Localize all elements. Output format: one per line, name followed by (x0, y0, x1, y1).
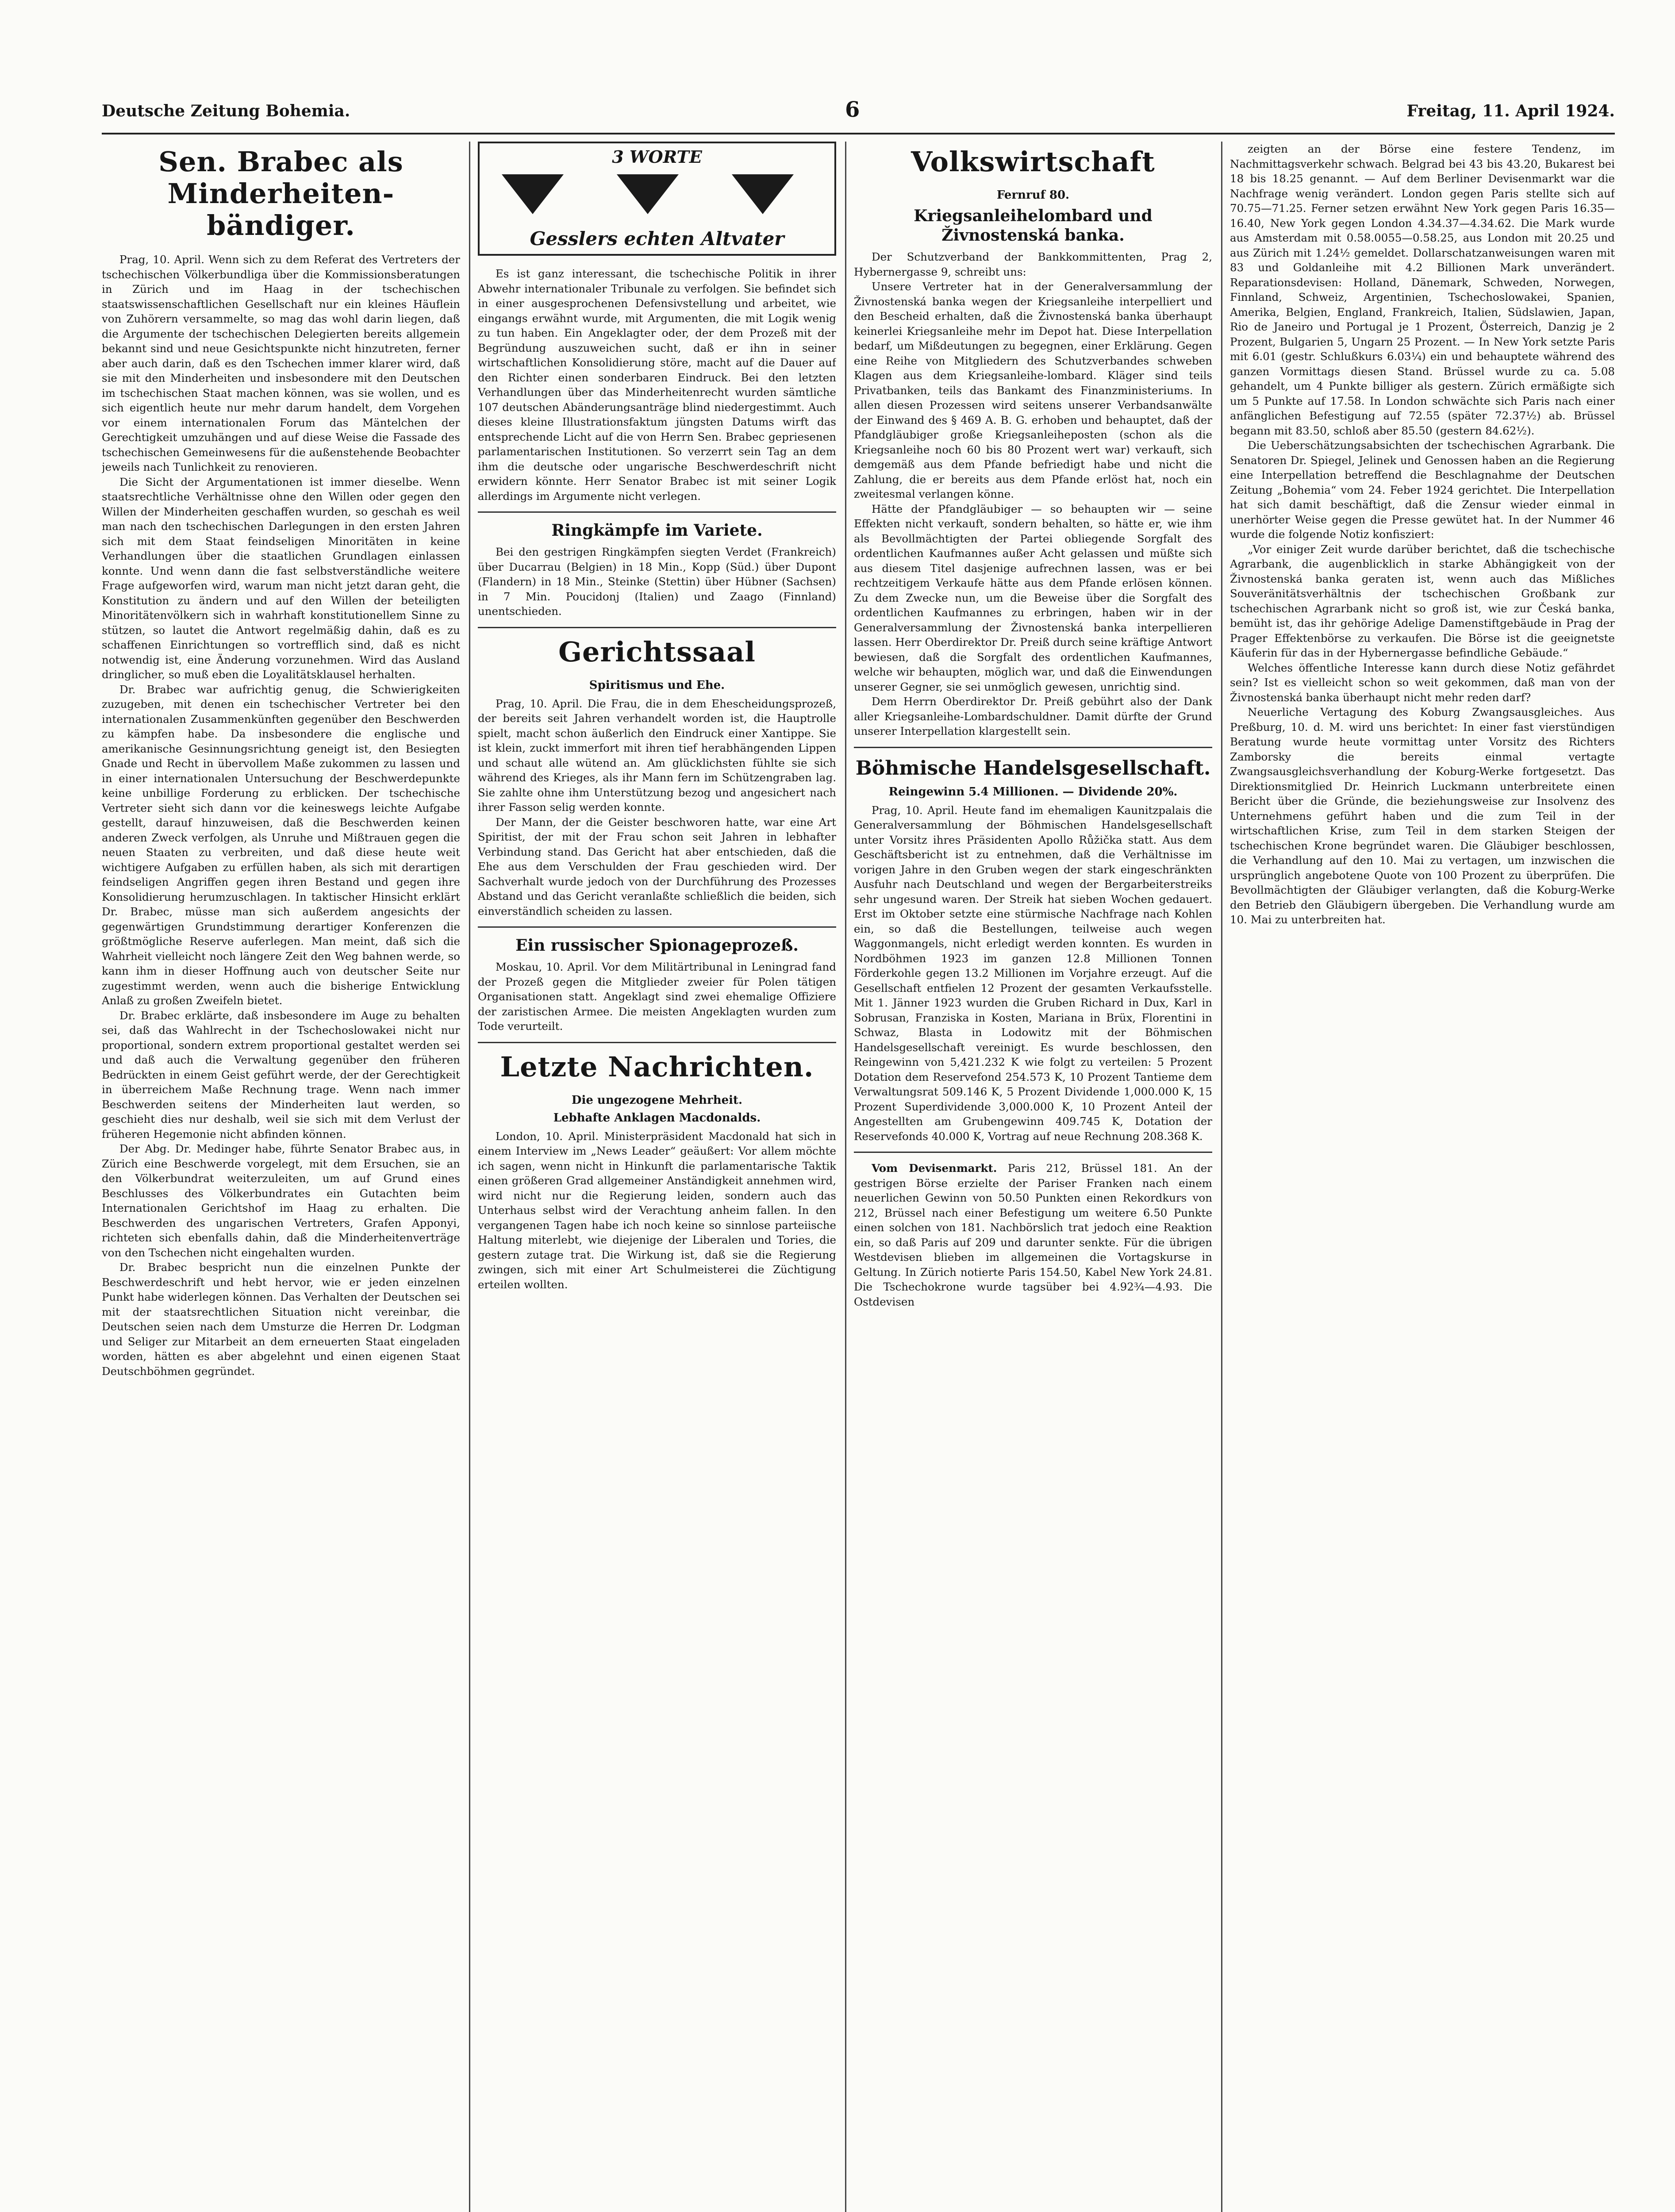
article-paragraph: Welches öffentliche Interesse kann durch diese Notiz gefährdet sein? Ist es vielleicht schon so weit gekommen, daß man von der Živnostenská banka überhaupt nicht mehr reden darf? (1230, 661, 1615, 704)
article-paragraph: Es ist ganz interessant, die tschechische Politik in ihrer Abwehr internationaler Tribunale zu verfolgen. Sie befindet sich in einer ausgesprochenen Defensivstellung und arbeitet, wie eingangs erwähnt wurde, mit Argumenten, die mit Logik wenig zu tun haben. Ein Angeklagter oder, der dem Prozeß mit der Begründung auszuweichen sucht, daß er ihn in seiner wirtschaftlichen Konsolidierung störe, macht auf die Dauer auf den Richter einen sonderbaren Eindruck. Bei den letzten Verhandlungen über das Minderheitenrecht wurden sämtliche 107 deutschen Abänderungsanträge blind niedergestimmt. Auch dieses kleine Illustrationsfaktum jüngsten Datums wirft das entsprechende Licht auf die von Herrn Sen. Brabec gepriesenen parlamentarischen Institutionen. So verzerrt sein Tag an dem ihm die deutsche oder ungarische Beschwerdeschrift nicht erwidern könnte. Herr Senator Brabec ist mit seiner Logik allerdings im Argumente nicht verlegen. (478, 267, 836, 503)
bohm-headline: Böhmische Handelsgesellschaft. (855, 757, 1211, 780)
paper-name: Deutsche Zeitung Bohemia. (102, 102, 350, 120)
triangle-icon (502, 174, 564, 214)
newspaper-page (102, 93, 1615, 2212)
section-rule (478, 511, 836, 513)
ad-slogan: 3 WORTE (612, 147, 702, 167)
article-paragraph: Die Ueberschätzungsabsichten der tschechischen Agrarbank. Die Senatoren Dr. Spiegel, Jelinek und Genossen haben an die Regierung eine Interpellation betreffend die Beschlagnahme der Deutschen Zeitung „Bohemia“ vom 24. Feber 1924 gerichtet. Die Interpellation hat sich damit beschäftigt, daß die Zensur wieder einmal in unerhörter Weise gegen die Presse gewütet hat. In der Nummer 46 wurde die folgende Notiz konfisziert: (1230, 439, 1615, 541)
article-paragraph: Moskau, 10. April. Vor dem Militärtribunal in Leningrad fand der Prozeß gegen die Mitglieder zweier für Polen tätigen Organisationen statt. Angeklagt sind zwei ehemalige Offiziere der zaristischen Armee. Die meisten Angeklagten wurden zum Tode verurteilt. (478, 960, 836, 1033)
article-paragraph: London, 10. April. Ministerpräsident Macdonald hat sich in einem Interview im „News Leader“ geäußert: Vor allem möchte ich sagen, wenn nicht in Hinkunft die parlamentarische Taktik einen größeren Grad allgemeiner Anständigkeit annehmen wird, wird nicht nur die Regierung leiden, sondern auch das Unterhaus selbst wird der Verachtung anheim fallen. In den vergangenen Tagen habe ich noch keine so sinnlose parteiische Haltung miterlebt, wie diejenige der Liberalen und Tories, die gestern zutage trat. Die Wirkung ist, daß sie die Regierung zwingen, sich mit einer Art Schulmeisterei die Züchtigung erteilen wollten. (478, 1129, 836, 1291)
article-paragraph: Bei den gestrigen Ringkämpfen siegten Verdet (Frankreich) über Ducarrau (Belgien) in 18 Min., Kopp (Süd.) über Dupont (Flandern) in 18 Min., Steinke (Stettin) über Hübner (Sachsen) in 7 Min. Poucidonj (Italien) und Zaago (Finnland) unentschieden. (478, 545, 836, 618)
section-rule (854, 747, 1212, 748)
issue-date: Freitag, 11. April 1924. (1406, 102, 1615, 120)
article-paragraph: Die Sicht der Argumentationen ist immer dieselbe. Wenn staatsrechtliche Verhältnisse ohne den Willen oder gegen den Willen der Minderheiten geschaffen wurden, so geschah es weil man nach den tschechischen Darlegungen in den ersten Jahren sich mit dem Staat feindseligen Minoritäten in keine Verhandlungen über die staatlichen Grundlagen einlassen konnte. Und wenn dann die fast selbstverständliche weitere Frage aufgeworfen wird, warum man nicht jetzt daran geht, die Konstitution zu ändern und auf den Willen der beteiligten Minoritätenvölkern sich in wahrhaft konstitutionellem Sinne zu stützen, so lautet die Antwort regelmäßig dahin, daß es zu schaffenen Einrichtungen so vortrefflich sind, daß es nicht notwendig ist, eine Änderung vorzunehmen. Wird das Ausland dringlicher, so muß eben die Loyalitätsklausel herhalten. (102, 475, 460, 681)
article-paragraph (854, 1161, 1212, 1309)
gerichtssaal-subheadline: Spiritismus und Ehe. (589, 678, 725, 692)
section-headline: Volkswirtschaft (911, 146, 1155, 178)
letzte-nachrichten-headline: Letzte Nachrichten. (500, 1050, 814, 1083)
ringkampf-headline: Ringkämpfe im Variete. (551, 521, 763, 540)
ad-brand: Gesslers echten Altvater (530, 228, 784, 250)
ad-triangles (493, 170, 821, 219)
article-headline: Kriegsanleihelombard und Živnostenská banka. (914, 207, 1153, 245)
article-paragraph: Dr. Brabec erklärte, daß insbesondere im Auge zu behalten sei, daß das Wahlrecht in der Tschechoslowakei nicht nur proportional, sondern extrem proportional gestaltet werden sei und daß auch die Verwaltung gegenüber den früheren Bedrückten in einem Geist geführt werde, der der Gerechtigkeit in überreichem Maße Rechnung trage. Wenn nach immer Beschwerden seitens der Minderheiten laut werden, so geschieht dies nur deshalb, weil sie sich mit dem Verlust der früheren Hegemonie nicht abfinden können. (102, 1009, 460, 1141)
article-paragraph: Der Mann, der die Geister beschworen hatte, war eine Art Spiritist, der mit der Frau schon seit Jahren in lebhafter Verbindung stand. Das Gericht hat aber entschieden, daß die Ehe aus dem Verschulden der Frau geschieden wird. Der Sachverhalt wurde jedoch von der Durchführung des Prozesses Abstand und das Gericht veranlaßte schließlich die beiden, sich einverständlich scheiden zu lassen. (478, 815, 836, 918)
bohm-subheadline: Reingewinn 5.4 Millionen. — Dividende 20%. (888, 785, 1178, 799)
section-rule (854, 1152, 1212, 1153)
article-paragraph: „Vor einiger Zeit wurde darüber berichtet, daß die tschechische Agrarbank, die augenblicklich in starke Abhängigkeit von der Živnostenská banka geraten ist, wenn auch das Mißliches Souveränitätsverhältnis der tschechischen Großbank zur tschechischen Agrarbank nicht so groß ist, wie zur Česká banka, bemüht ist, das ihr gehörige Adelige Damenstiftgebäude in Prag der Prager Effektenbörse zu verkaufen. Die Börse ist die geeignetste Käuferin für das in der Hybernergasse befindliche Gebäude.“ (1230, 542, 1615, 659)
section-rule (478, 926, 836, 928)
article-paragraph: Der Schutzverband der Bankkommittenten, Prag 2, Hybernergasse 9, schreibt uns: (854, 250, 1212, 278)
article-paragraph: Neuerliche Vertagung des Koburg Zwangsausgleiches. Aus Preßburg, 10. d. M. wird uns berichtet: In einer fast vierstündigen Beratung wurde heute vormittag unter Vorsitz des Richters Zamborsky die bereits einmal vertagte Zwangsausgleichsverhandlung der Koburg-Werke fortgesetzt. Das Direktionsmitglied Dr. Heinrich Luckmann unterbreitete einen Bericht über die Gründe, die beziehungsweise zur Insolvenz des Unternehmens geführt haben und die zum Teil in der wirtschaftlichen Krise, zum Teil in dem starken Steigen der tschechischen Krone begründet waren. Die Gläubiger beschlossen, die Verhandlung auf den 10. Mai zu vertagen, um inzwischen die ursprünglich angebotene Quote von 100 Prozent zu überprüfen. Die Bevollmächtigten der Gläubiger verlangten, daß die Koburg-Werke den Betrieb den Gläubigern übergeben. Die Verhandlung wurde am 10. Mai zu unterbreiten hat. (1230, 706, 1615, 926)
article-paragraph: Prag, 10. April. Wenn sich zu dem Referat des Vertreters der tschechischen Völkerbundliga über die Kommissionsberatungen in Zürich und im Haag in der tschechischen staatswissenschaftlichen Gesellschaft nur ein kleines Häuflein von Zuhörern versammelte, so mag das wohl darin liegen, daß die Argumente der tschechischen Delegierten bereits allgemein bekannt sind und neue Gesichtspunkte nicht hinzutreten, ferner aber auch darin, daß es den Tschechen immer klarer wird, daß sie mit den Minderheiten und insbesondere mit den Deutschen im tschechischen Staat machen können, was sie wollen, und es sich eigentlich heute nur mehr darum handelt, dem Vorgehen vor einem internationalen Forum das Mäntelchen der Gerechtigkeit umzuhängen und auf diese Weise die Fassade des tschechischen Gemeinwesens für die außenstehende Beobachter jeweils nach Tunlichkeit zu renovieren. (102, 253, 460, 473)
column-divider (1221, 142, 1222, 2212)
column-1 (102, 142, 460, 2212)
article-paragraph: zeigten an der Börse eine festere Tendenz, im Nachmittagsverkehr schwach. Belgrad bei 43 bis 43.20, Bukarest bei 18 bis 18.25 genannt. — Auf dem Berliner Devisenmarkt war die Nachfrage wenig verändert. London gegen Paris stellte sich auf 70.75—71.25. Ferner setzen erwähnt New York gegen Paris 16.35—16.40, New York gegen London 4.34.37—4.34.62. Die Mark wurde aus Amsterdam mit 0.58.0055—0.58.25, aus London mit 20.25 und aus Zürich mit 1.24½ gemeldet. Dollarschatzanweisungen waren mit 83 und Goldanleihe mit 4.2 Billionen Mark unverändert. Reparationsdevisen: Holland, Dänemark, Schweden, Norwegen, Finnland, Schweiz, Argentinien, Tschechoslowakei, Spanien, Amerika, Belgien, England, Frankreich, Italien, Südslawien, Japan, Rio de Janeiro und Portugal je 1 Prozent, Österreich, Danzig je 2 Prozent, Bulgarien 5, Ungarn 25 Prozent. — In New York setzte Paris mit 6.01 (gestr. Schlußkurs 6.03¼) ein und behauptete während des ganzen Vormittags diesen Stand. Brüssel wurde zu ca. 5.08 gehandelt, um 4 Punkte billiger als gestern. Zürich ermäßigte sich um 5 Punkte auf 17.58. In London schwächte sich Paris nach einer anfänglichen Befestigung auf 72.55 (später 72.37½) ab. Brüssel begann mit 83.50, schloß aber 85.50 (gestern 84.62½). (1230, 142, 1615, 437)
article-paragraph: Der Abg. Dr. Medinger habe, führte Senator Brabec aus, in Zürich eine Beschwerde vorgelegt, mit dem Ersuchen, sie an den Völkerbundrat weiterzuleiten, um auf Grund eines Beschlusses des Völkerbundrates ein Gutachten beim Internationalen Gerichtshof im Haag zu erhalten. Die Beschwerden des ungarischen Vertreters, Grafen Apponyi, richteten sich ebenfalls dahin, daß die Minderheitenverträge von den Tschechen nicht eingehalten wurden. (102, 1142, 460, 1259)
article-paragraph: Prag, 10. April. Die Frau, die in dem Ehescheidungsprozeß, der bereits seit Jahren verhandelt worden ist, die Hauptrolle spielt, macht schon äußerlich den Eindruck einer Xantippe. Sie ist klein, zuckt immerfort mit ihren tief herabhängenden Lippen und schaut alle wütend an. Am glücklichsten fühlte sie sich während des Krieges, als ihr Mann fern im Schützengraben lag. Sie zahlte ohne ihm Unterstützung bezog und angesichert nach ihrer Fasson selig werden konnte. (478, 697, 836, 814)
altvater-advertisement (478, 142, 836, 256)
section-rule (478, 1042, 836, 1043)
page-number: 6 (845, 97, 860, 122)
masthead (102, 93, 1615, 133)
triangle-icon (617, 174, 679, 214)
article-paragraph: Hätte der Pfandgläubiger — so behaupten wir — seine Effekten nicht verkauft, sondern behalten, so hätte er, wie ihm als Bevollmächtigten der Partei obliegende Sorgfalt des ordentlichen Kaufmannes außer Acht gelassen und müßte sich aus diesem Titel dasjenige aufrechnen lassen, was er bei rechtzeitigem Verkaufe hätte aus dem Pfande erlösen können. Zu dem Zwecke nun, um die Beweise über die Sorgfalt des ordentlichen Kaufmannes zu erbringen, haben wir in der Generalversammlung der Živnostenská banka interpellieren lassen. Herr Oberdirektor Dr. Preiß durch seine kräftige Antwort bewiesen, daß die Sorgfalt des ordentlichen Kaufmannes, welche wir behaupten, möglich war, und daß die Einwendungen unserer Gegner, sie sei unmöglich gewesen, unrichtig sind. (854, 502, 1212, 693)
section-rule (478, 627, 836, 628)
letzte-subheadline: Die ungezogene Mehrheit. (571, 1093, 743, 1107)
column-divider (469, 142, 470, 2212)
article-paragraph: Dr. Brabec bespricht nun die einzelnen Punkte der Beschwerdeschrift und hebt hervor, wie er jeden einzelnen Punkt habe widerlegen können. Das Verhalten der Deutschen sei mit der staatsrechtlichen Situation nicht vereinbar, die Deutschen seien nach dem Umsturze die Herren Dr. Lodgman und Seliger zur Mitarbeit an dem erneuerten Staat eingeladen worden, hätten es aber abgelehnt und einen eigenen Staat Deutschböhmen gegründet. (102, 1261, 460, 1378)
column-4 (1230, 142, 1615, 2212)
devisen-title: Vom Devisenmarkt. (872, 1162, 997, 1175)
article-paragraph: Dem Herrn Oberdirektor Dr. Preiß gebührt also der Dank aller Kriegsanleihe-Lombardschuldner. Damit dürfte der Grund unserer Interpellation klargestellt sein. (854, 695, 1212, 737)
article-headline: Sen. Brabec als Minderheiten-bändiger. (158, 146, 403, 242)
gerichtssaal-headline: Gerichtssaal (558, 635, 756, 668)
phone-number: Fernruf 80. (996, 188, 1070, 202)
letzte-subheadline-2: Lebhafte Anklagen Macdonalds. (553, 1111, 761, 1125)
column-2 (478, 142, 836, 2212)
spionage-headline: Ein russischer Spionageprozeß. (515, 936, 799, 955)
column-divider (845, 142, 846, 2212)
article-paragraph: Dr. Brabec war aufrichtig genug, die Schwierigkeiten zuzugeben, mit denen ein tschechischer Vertreter bei den internationalen Zusammenkünften gegenüber den Beschwerden zu kämpfen habe. Da insbesondere die englische und amerikanische Gesinnungsrichtung geneigt ist, den Besiegten Gnade und Recht in übervollem Maße zukommen zu lassen und in einer internationalen Untersuchung der Beschwerdepunkte keine unbillige Forderung zu erblicken. Der tschechische Vertreter sieht sich dann vor die keineswegs leichte Aufgabe gestellt, darauf hinzuweisen, daß die Beschwerden keinen anderen Zweck verfolgen, als Unruhe und Mißtrauen gegen die neuen Staaten zu verbreiten, und daß diese heute weit wichtigere Aufgaben zu erfüllen haben, als sich mit derartigen feindseligen Angriffen gegen ihren Bestand und gegen ihre Konsolidierung herumzuschlagen. In taktischer Hinsicht erklärt Dr. Brabec, müsse man sich außerdem angesichts der gegenwärtigen Grundstimmung derartiger Konferenzen die größtmögliche Reserve auferlegen. Man meint, daß sich die Wahrheit vielleicht noch längere Zeit den Weg bahnen werde, so kann ihm in dieser Hoffnung auch von deutscher Seite nur zugestimmt werden, wenn auch die bisherige Entwicklung Anlaß zu großen Zweifeln bietet. (102, 683, 460, 1007)
masthead-rule (102, 133, 1615, 134)
article-paragraph: Unsere Vertreter hat in der Generalversammlung der Živnostenská banka wegen der Kriegsanleihe interpelliert und den Bescheid erhalten, daß die Živnostenská banka überhaupt keinerlei Kriegsanleihe mehr im Depot hat. Diese Interpellation bedarf, um Mißdeutungen zu begegnen, einer Erklärung. Gegen eine Reihe von Mitgliedern des Schutzverbandes schweben Klagen aus dem Kriegsanleihe-lombard. Kläger sind teils Privatbanken, teils das Bankamt des Finanzministeriums. In allen diesen Prozessen wird seitens unserer Verbandsanwälte der Einwand des § 469 A. B. G. erhoben und behauptet, daß der Pfandgläubiger große Kriegsanleiheposten (schon als die Kriegsanleihe noch 60 bis 80 Prozent wert war) verkauft, sich demgemäß aus dem Pfande befriedigt habe und nicht die Zahlung, die er bereits aus dem Pfande erlöst hat, noch ein zweitesmal verlangen könne. (854, 280, 1212, 500)
devisen-text: Paris 212, Brüssel 181. An der gestrigen Börse erzielte der Pariser Franken nach einem neuerlichen Gewinn von 50.50 Punkten einen Rekordkurs von 212, Brüssel nach einer Befestigung um weitere 6.50 Punkte einen solchen von 181. Nachbörslich trat jedoch eine Reaktion ein, so daß Paris auf 209 und darunter senkte. Für die übrigen Westdevisen blieben im allgemeinen die Vortagskurse in Geltung. In Zürich notierte Paris 154.50, Kabel New York 24.81. Die Tschechokrone wurde tagsüber bei 4.92¾—4.93. Die Ostdevisen (854, 1162, 1212, 1308)
triangle-icon (732, 174, 794, 214)
article-paragraph: Prag, 10. April. Heute fand im ehemaligen Kaunitzpalais die Generalversammlung der Böhmischen Handelsgesellschaft unter Vorsitz ihres Präsidenten Apollo Růžička statt. Aus dem Geschäftsbericht ist zu entnehmen, daß die Verhältnisse im vorigen Jahre in den Gruben wegen der stark eingeschränkten Ausfuhr nach Deutschland und wegen der Bergarbeiterstreiks sehr ungesund waren. Der Streik hat sieben Wochen gedauert. Erst im Oktober setzte eine stürmische Nachfrage nach Kohlen ein, so daß die Bestellungen, teilweise auch wegen Waggonmangels, nicht erledigt werden konnten. Es wurden in Nordböhmen 1923 im ganzen 12.8 Millionen Tonnen Förderkohle gegen 13.2 Millionen im Vorjahre erzeugt. Auf die Gesellschaft entfielen 12 Prozent der gesamten Verkaufsstelle. Mit 1. Jänner 1923 wurden die Gruben Richard in Dux, Karl in Sobrusan, Franziska in Kosten, Mariana in Brüx, Florentini in Schwaz, Blasta in Lodowitz mit der Böhmischen Handelsgesellschaft vereinigt. Es wurde beschlossen, den Reingewinn von 5,421.232 K wie folgt zu verteilen: 5 Prozent Dotation dem Reservefond 254.573 K, 10 Prozent Tantieme dem Verwaltungsrat 509.146 K, 5 Prozent Dividende 1,000.000 K, 15 Prozent Superdividende 3,000.000 K, 10 Prozent Anteil der Angestellten am Grubengewinn 409.745 K, Dotation der Reservefonds 40.000 K, Vortrag auf neue Rechnung 208.368 K. (854, 803, 1212, 1143)
column-3 (854, 142, 1212, 2212)
